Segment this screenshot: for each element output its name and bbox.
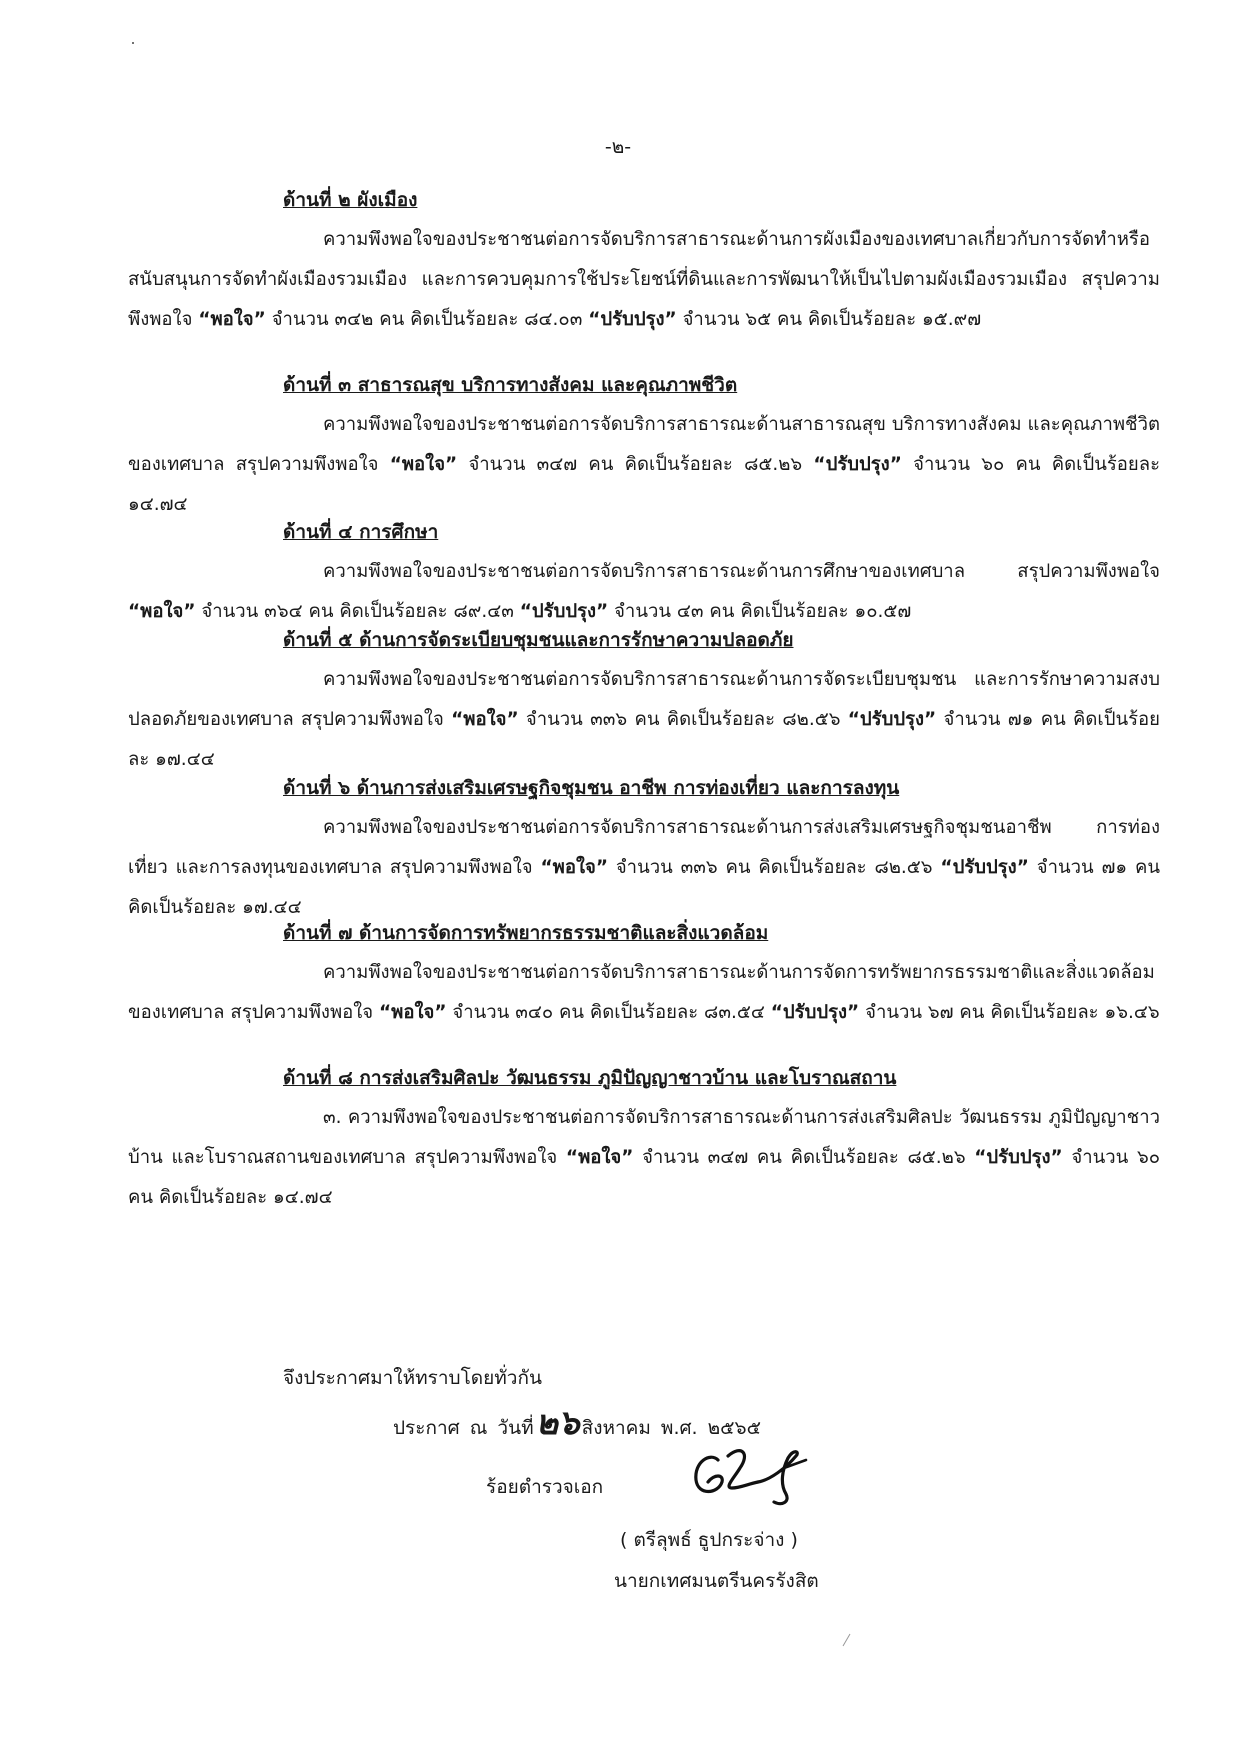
section-culture: [128, 1058, 1160, 1218]
satisfied-label: “พอใจ”: [451, 709, 519, 730]
section-heading: ด้านที่ ๘ การส่งเสริมศิลปะ วัฒนธรรม ภูมิปัญญาชาวบ้าน และโบราณสถาน: [283, 1067, 897, 1089]
page-number: -๒-: [604, 136, 632, 158]
satisfied-label: “พอใจ”: [565, 1147, 634, 1168]
section-body: ความพึงพอใจของประชาชนต่อการจัดบริการสาธารณะด้านการส่งเสริมเศรษฐกิจชุมชนอาชีพ การท่องเที่ยว และการลงทุนของเทศบาล สรุปความพึงพอใจ “พอใจ” จำนวน ๓๓๖ คน คิดเป็นร้อยละ ๘๒.๕๖ “ปรับปรุง” จำนวน ๗๑ คน คิดเป็นร้อยละ ๑๗.๔๔: [128, 817, 1161, 918]
improve-label: “ปรับปรุง”: [974, 1147, 1063, 1168]
section-heading: ด้านที่ ๔ การศึกษา: [283, 521, 439, 543]
section-body: ๓. ความพึงพอใจของประชาชนต่อการจัดบริการสาธารณะด้านการส่งเสริมศิลปะ วัฒนธรรม ภูมิปัญญาชาวบ้าน และโบราณสถานของเทศบาล สรุปความพึงพอใจ “พอใจ” จำนวน ๓๔๗ คน คิดเป็นร้อยละ ๘๕.๒๖ “ปรับปรุง” จำนวน ๖๐ คน คิดเป็นร้อยละ ๑๔.๗๔: [128, 1107, 1160, 1208]
section-body: ความพึงพอใจของประชาชนต่อการจัดบริการสาธารณะด้านสาธารณสุข บริการทางสังคม และคุณภาพชีวิตของเทศบาล สรุปความพึงพอใจ “พอใจ” จำนวน ๓๔๗ คน คิดเป็นร้อยละ ๘๕.๒๖ “ปรับปรุง” จำนวน ๖๐ คน คิดเป็นร้อยละ ๑๔.๗๔: [128, 414, 1161, 515]
signature-image: [688, 1438, 818, 1508]
satisfied-label: “พอใจ”: [540, 857, 608, 878]
section-heading: ด้านที่ ๗ ด้านการจัดการทรัพยากรธรรมชาติและสิ่งแวดล้อม: [283, 922, 769, 944]
section-environment: [128, 913, 1160, 1033]
closing-statement: จึงประกาศมาให้ทราบโดยทั่วกัน: [283, 1367, 542, 1389]
announcement-date: ประกาศ ณ วันที่๒๖ สิงหาคม พ.ศ. ๒๕๖๕: [393, 1403, 761, 1443]
section-body: ความพึงพอใจของประชาชนต่อการจัดบริการสาธารณะด้านการผังเมืองของเทศบาลเกี่ยวกับการจัดทำหรือสนับสนุนการจัดทำผังเมืองรวมเมือง และการควบคุมการใช้ประโยชน์ที่ดินและการพัฒนาให้เป็นไปตามผังเมืองรวมเมือง สรุปความพึงพอใจ “พอใจ” จำนวน ๓๔๒ คน คิดเป็นร้อยละ ๘๔.๐๓ “ปรับปรุง” จำนวน ๖๕ คน คิดเป็นร้อยละ ๑๕.๙๗: [128, 229, 1160, 330]
satisfied-label: “พอใจ”: [198, 309, 266, 330]
improve-label: “ปรับปรุง”: [940, 857, 1029, 878]
satisfied-label: “พอใจ”: [128, 601, 196, 622]
improve-label: “ปรับปรุง”: [847, 709, 937, 730]
section-heading: ด้านที่ ๓ สาธารณสุข บริการทางสังคม และคุณภาพชีวิต: [283, 374, 738, 396]
section-heading: ด้านที่ ๖ ด้านการส่งเสริมเศรษฐกิจชุมชน อาชีพ การท่องเที่ยว และการลงทุน: [283, 777, 900, 799]
section-heading: ด้านที่ ๕ ด้านการจัดระเบียบชุมชนและการรักษาความปลอดภัย: [283, 629, 794, 651]
improve-label: “ปรับปรุง”: [813, 454, 902, 475]
section-public-health: [128, 365, 1160, 525]
signer-title: นายกเทศมนตรีนครรังสิต: [614, 1570, 819, 1592]
satisfied-label: “พอใจ”: [389, 454, 458, 475]
scan-speck: [132, 42, 134, 44]
section-body: ความพึงพอใจของประชาชนต่อการจัดบริการสาธารณะด้านการศึกษาของเทศบาล สรุปความพึงพอใจ “พอใจ” จำนวน ๓๖๔ คน คิดเป็นร้อยละ ๘๙.๔๓ “ปรับปรุง” จำนวน ๔๓ คน คิดเป็นร้อยละ ๑๐.๕๗: [128, 561, 1160, 622]
section-community-order: [128, 620, 1160, 780]
section-body: ความพึงพอใจของประชาชนต่อการจัดบริการสาธารณะด้านการจัดการทรัพยากรธรรมชาติและสิ่งแวดล้อมของเทศบาล สรุปความพึงพอใจ “พอใจ” จำนวน ๓๔๐ คน คิดเป็นร้อยละ ๘๓.๕๔ “ปรับปรุง” จำนวน ๖๗ คน คิดเป็นร้อยละ ๑๖.๔๖: [128, 962, 1160, 1023]
section-heading: ด้านที่ ๒ ผังเมือง: [283, 189, 418, 211]
improve-label: “ปรับปรุง”: [770, 1002, 860, 1023]
scan-mark: [843, 1634, 851, 1647]
handwritten-day: ๒๖: [535, 1403, 580, 1443]
improve-label: “ปรับปรุง”: [519, 601, 609, 622]
signer-name: ( ตรีลุพธ์ ธูปกระจ่าง ): [620, 1529, 798, 1551]
signer-rank: ร้อยตำรวจเอก: [486, 1476, 604, 1498]
improve-label: “ปรับปรุง”: [588, 309, 677, 330]
section-body: ความพึงพอใจของประชาชนต่อการจัดบริการสาธารณะด้านการจัดระเบียบชุมชน และการรักษาความสงบปลอดภัยของเทศบาล สรุปความพึงพอใจ “พอใจ” จำนวน ๓๓๖ คน คิดเป็นร้อยละ ๘๒.๕๖ “ปรับปรุง” จำนวน ๗๑ คน คิดเป็นร้อยละ ๑๗.๔๔: [128, 669, 1161, 770]
section-economy: [128, 768, 1160, 928]
section-town-planning: [128, 180, 1160, 340]
section-education: [128, 512, 1160, 632]
satisfied-label: “พอใจ”: [379, 1002, 447, 1023]
